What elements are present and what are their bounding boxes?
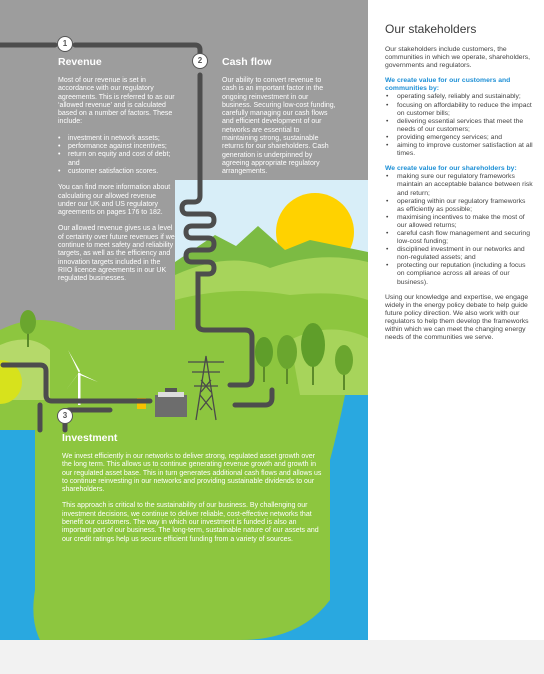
stakeholders-heading: Our stakeholders [385,22,477,36]
stakeholders-closing: Using our knowledge and expertise, we engage widely in the energy policy debate to help guide future policy direction. We also work with our regulators to help them develop the frameworks within which we can meet the changing energy needs of the communities we serve. [385,293,529,342]
step-number-badge: 1 [57,36,73,52]
cashflow-heading: Cash flow [222,56,272,68]
list-item: • disciplined investment in our networks and non-regulated assets; and [397,246,533,262]
list-item: • return on equity and cost of debt; and [68,151,175,168]
revenue-paragraph: You can find more information about calculating our allowed revenue under our UK and US regulatory agreements on pages 176 to 182. [58,184,171,217]
cashflow-paragraph: Our ability to convert revenue to cash is an important factor in the ongoing reinvestment in our business. Securing low-cost funding, carefully managing our cash flows and efficient development of our networks are essential to maintaining strong, sustainable returns for our shareholders. Cash generation is underpinned by agreeing appropriate regulatory arrangements. [222,77,336,176]
shareholders-list [385,173,533,286]
list-item: • protecting our reputation (including a focus on compliance across all areas of our business). [397,262,533,286]
revenue-factors-list [58,135,175,176]
step-number-badge: 3 [57,408,73,424]
step-number-badge: 2 [192,53,208,69]
revenue-heading: Revenue [58,56,102,68]
page-footer [0,640,544,674]
list-item: • making sure our regulatory frameworks maintain an acceptable balance between risk and return; [397,173,533,197]
investment-paragraph: We invest efficiently in our networks to deliver strong, regulated asset growth over the long term. This allows us to continue generating revenue growth and growth in our regulated asset base. This in turn generates additional cash flows and allows us to continue reinvesting in our networks and providing sustainable dividends to our shareholders. [62,453,322,494]
list-item: • maximising incentives to make the most of our allowed returns; [397,214,533,230]
revenue-section [58,56,175,292]
investment-section [62,432,324,552]
list-item: • operating safely, reliably and sustainably; [397,93,533,101]
shareholders-subheading: We create value for our shareholders by: [385,165,517,173]
cashflow-section [222,56,337,185]
list-item: • providing emergency services; and [397,134,533,142]
list-item: • customer satisfaction scores. [68,168,175,176]
investment-paragraph: This approach is critical to the sustainability of our business. By challenging our investment decisions, we continue to deliver reliable, cost-effective networks that benefit our customers. The way in which our investment is funded is also an important part of our business. The long-term, sustainable nature of our assets and our credit ratings help us secure efficient funding from a variety of sources. [62,502,319,543]
revenue-intro: Most of our revenue is set in accordance with our regulatory agreements. This is referred to as our ‘allowed revenue’ and is calculated based on a number of factors. These include: [58,77,175,126]
list-item: • careful cash flow management and securing low-cost funding; [397,230,533,246]
stakeholders-intro: Our stakeholders include customers, the communities in which we operate, shareholders, governments and regulators. [385,46,531,70]
customers-list [385,93,533,158]
list-item: • investment in network assets; [68,135,175,143]
stakeholders-panel [368,0,544,640]
investment-heading: Investment [62,432,118,444]
list-item: • focusing on affordability to reduce the impact on customer bills; [397,102,533,118]
list-item: • performance against incentives; [68,143,175,151]
list-item: • aiming to improve customer satisfaction at all times. [397,142,533,158]
list-item: • operating within our regulatory frameworks as efficiently as possible; [397,198,533,214]
customers-subheading: We create value for our customers and communities by: [385,77,511,93]
list-item: • delivering essential services that meet the needs of our customers; [397,118,533,134]
revenue-paragraph: Our allowed revenue gives us a level of certainty over future revenues if we continue to meet safety and reliability targets, as well as the efficiency and innovation targets included in the RIIO licence agreements in our UK regulated businesses. [58,225,175,283]
